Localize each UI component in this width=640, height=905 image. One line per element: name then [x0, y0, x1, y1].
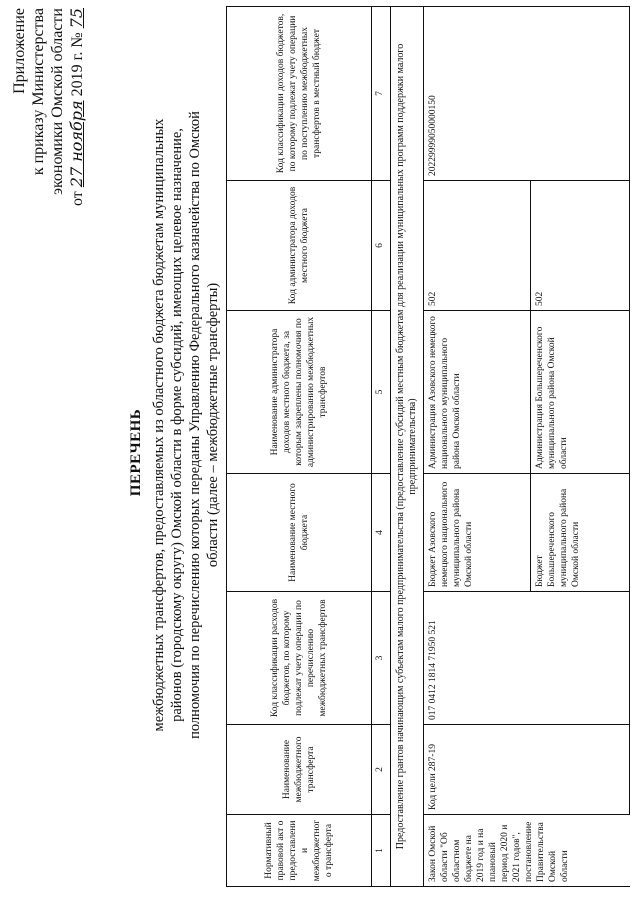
date-day-handwritten: 27 ноября: [67, 100, 86, 188]
header-administrator-name: Наименование администратора доходов местного бюджета, за которым закреплены полномочия по администрированию межбюджетных трансфертов: [227, 311, 372, 474]
cell-budget-name: Бюджет Азовского немецкого национального муниципального района Омской области: [424, 474, 531, 592]
section-title: Предоставление грантов начинающим субъектам малого предпринимательства (предоставление субсидий местным бюджетам для реализации муниципальных программ поддержки малого предпринимательства): [391, 7, 424, 887]
date-year: 2019 г. №: [69, 32, 86, 97]
cell-income-code-empty: [531, 7, 630, 181]
appendix-line-1: Приложение: [11, 8, 28, 94]
header-legal-act: Нормативный правовой акт о предоставлении межбюджетного трансферта: [227, 815, 372, 887]
table-row: [424, 7, 531, 887]
appendix-date-line: [67, 8, 87, 308]
cell-expense-code: 017 0412 1814 71950 521: [424, 592, 531, 725]
column-number: 4: [372, 474, 391, 592]
column-number: 7: [372, 7, 391, 181]
cell-legal-act: Закон Омской области "Об областном бюджете на 2019 год и на плановый период 2020 и 2021 годов", постановление Правительства Омской области: [424, 815, 630, 887]
cell-administrator-code: 502: [424, 181, 531, 311]
header-income-code: Код классификации доходов бюджетов, по которому подлежат учету операции по поступлению межбюджетных трансфертов в местный бюджет: [227, 7, 372, 181]
header-transfer-name: Наименование межбюджетного трансферта: [227, 725, 372, 815]
cell-transfer-name-empty: [531, 725, 630, 815]
cell-administrator-name: Администрация Азовского немецкого национального муниципального района Омской области: [424, 311, 531, 474]
column-number: 2: [372, 725, 391, 815]
appendix-line-2: к приказу Министерства: [30, 8, 47, 176]
transfers-table: [226, 6, 630, 887]
cell-income-code: 20229999050000150: [424, 7, 531, 181]
section-row: [391, 7, 424, 887]
column-number: 5: [372, 311, 391, 474]
table-header-row: [227, 7, 372, 887]
order-number-handwritten: 75: [67, 8, 86, 29]
cell-administrator-name: Администрация Большереченского муниципального района Омской области: [531, 311, 630, 474]
header-budget-name: Наименование местного бюджета: [227, 474, 372, 592]
date-prefix: от: [69, 191, 86, 206]
document-title: ПЕРЕЧЕНЬ: [128, 408, 144, 497]
cell-budget-name: Бюджет Большереченского муниципального района Омской области: [531, 474, 630, 592]
column-number: 1: [372, 815, 391, 887]
appendix-line-3: экономики Омской области: [49, 8, 66, 195]
header-administrator-code: Код администратора доходов местного бюджета: [227, 181, 372, 311]
table-row: [531, 7, 630, 887]
column-number: 3: [372, 592, 391, 725]
document-subtitle: межбюджетных трансфертов, предоставляемых из областного бюджета бюджетам муниципальных районов (городскому округу) Омской области в форме субсидий, имеющих целевое назначение, полномочия по перечислению которых переданы Управлению Федерального казначейства по Омской области (далее – межбюджетные трансферты): [151, 111, 221, 739]
cell-expense-code-empty: [531, 592, 630, 725]
cell-transfer-name: Код цели 287-19: [424, 725, 531, 815]
appendix-block: [10, 8, 87, 308]
header-expense-code: Код классификации расходов бюджетов, по которому подлежат учету операции по перечислению межбюджетных трансфертов: [227, 592, 372, 725]
column-numbers-row: [372, 7, 391, 887]
cell-administrator-code: 502: [531, 181, 630, 311]
column-number: 6: [372, 181, 391, 311]
